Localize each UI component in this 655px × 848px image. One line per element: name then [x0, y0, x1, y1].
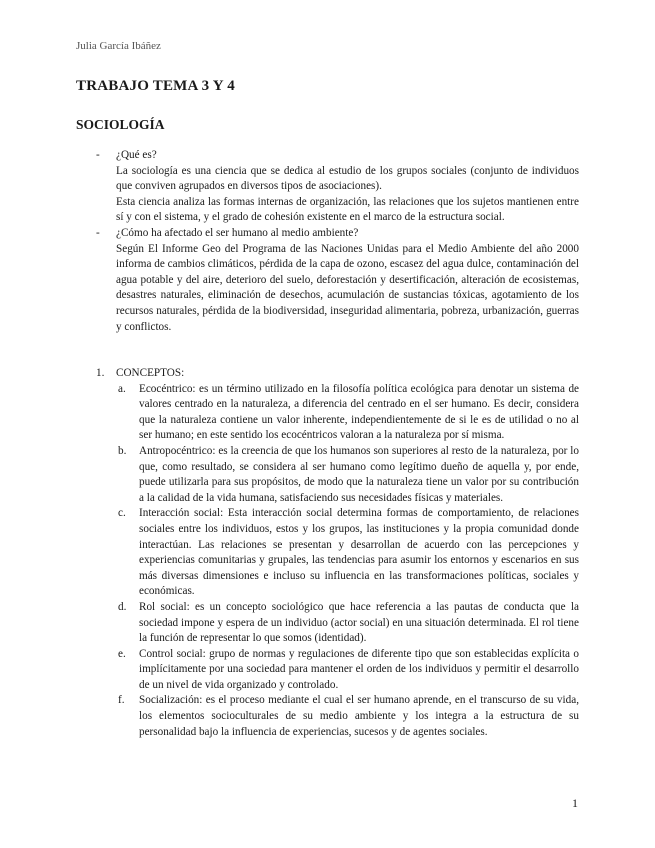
questions-list	[96, 148, 579, 335]
concept-item	[96, 600, 579, 647]
question-text: ¿Cómo ha afectado el ser humano al medio ambiente?	[116, 226, 359, 239]
concepts-heading-text: CONCEPTOS:	[116, 367, 185, 379]
concepts-heading	[96, 366, 579, 382]
question-text: ¿Qué es?	[116, 149, 157, 161]
concept-text: Rol social: es un concepto sociológico que hace referencia a las pautas de conducta que la sociedad impone y espera de un individuo (actor social) en una situación determinada. El rol tiene la función de representar lo que somos (identidad).	[139, 600, 579, 645]
concept-item	[96, 647, 579, 694]
answer-paragraph: La sociología es una ciencia que se dedica al estudio de los grupos sociales (conjunto de individuos que conviven agrupados en diversos tipos de asociaciones).	[116, 164, 579, 193]
concept-text: Socialización: es el proceso mediante el cual el ser humano aprende, en el transcurso de su vida, los elementos socioculturales de su medio ambiente y los integra a la estructura de su personalidad bajo la influencia de experiencias, sucesos y de agentes sociales.	[139, 694, 579, 738]
concept-text: Interacción social: Esta interacción social determina formas de comportamiento, de relaciones sociales entre los individuos, estos y los grupos, las instituciones y la propia comunidad donde interactúan. Las relaciones se presentan y desarrollan de acuerdo con las percepciones y experiencias comunitarias y grupales, las tendencias para asumir los entornos y escenarios en sus más diversas dimensiones e incluso su influencia en las transformaciones políticas, sociales y económicas.	[139, 507, 579, 598]
concept-text: Ecocéntrico: es un término utilizado en la filosofía política ecológica para denotar un sistema de valores centrado en la naturaleza, a diferencia del centrado en el ser humano. Es decir, considera que la naturaleza contiene un valor inherente, independientemente de si le es de utilidad o no al ser humano; en este sentido los ecocéntricos valoran a la naturaleza por sí misma.	[139, 382, 579, 442]
list-letter: b.	[118, 444, 127, 457]
concept-item	[96, 382, 579, 444]
concept-item	[96, 444, 579, 506]
list-letter: e.	[118, 647, 126, 660]
concept-text: Antropocéntrico: es la creencia de que los humanos son superiores al resto de la naturaleza, por lo que, como resultado, se considera al ser humano como legítimo dueño de aquella y, por ende, puede utilizarla para sus propósitos, de modo que la naturaleza tiene un valor por su contribución a la calidad de la vida humana, satisfaciendo sus necesidades físicas y materiales.	[139, 444, 579, 504]
list-letter: f.	[118, 694, 125, 707]
page-number: 1	[572, 796, 578, 810]
list-letter: a.	[118, 382, 126, 395]
list-letter: d.	[118, 600, 127, 613]
bullet-dash: -	[96, 226, 100, 239]
concepts-section	[96, 366, 579, 740]
question-item	[96, 226, 579, 335]
answer-paragraph: Según El Informe Geo del Programa de las Naciones Unidas para el Medio Ambiente del año 2000 informa de cambios climáticos, pérdida de la capa de ozono, escasez del agua dulce, contaminación del agua potable y del aire, deterioro del suelo, deforestación y desertificación, alteración de ecosistemas, desastres naturales, eliminación de desechos, acumulación de sustancias tóxicas, agotamiento de los recursos naturales, pérdida de la biodiversidad, inseguridad alimentaria, pobreza, urbanización, guerras y conflictos.	[116, 242, 579, 333]
document-title: TRABAJO TEMA 3 Y 4	[76, 78, 235, 94]
question-item	[96, 148, 579, 226]
list-letter: c.	[118, 507, 126, 520]
concept-item	[96, 693, 579, 740]
concept-text: Control social: grupo de normas y regulaciones de diferente tipo que son establecidas explícita o implícitamente por una sociedad para mantener el orden de los individuos y permitir el desarrollo de un nivel de vida organizado y controlado.	[139, 647, 579, 691]
bullet-dash: -	[96, 149, 100, 161]
answer-paragraph: Esta ciencia analiza las formas internas de organización, las relaciones que los sujetos mantienen entre sí y con el sistema, y el grado de cohesión existente en el marco de la estructura social.	[116, 195, 579, 224]
list-number: 1.	[96, 367, 105, 379]
section-subtitle: SOCIOLOGÍA	[76, 117, 165, 132]
concept-item	[96, 506, 579, 600]
page-header-author: Julia García Ibáñez	[76, 40, 161, 52]
